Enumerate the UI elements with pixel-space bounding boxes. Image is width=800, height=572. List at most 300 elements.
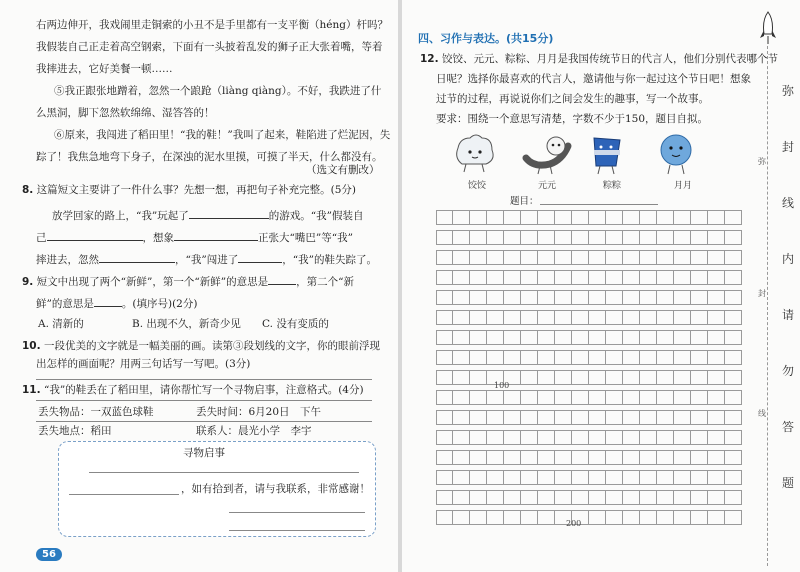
notice-date-line[interactable] (229, 530, 365, 531)
grid-cell[interactable] (708, 430, 725, 445)
grid-cell[interactable] (555, 230, 572, 245)
grid-cell[interactable] (572, 350, 589, 365)
grid-cell[interactable] (470, 250, 487, 265)
grid-cell[interactable] (487, 270, 504, 285)
grid-cell[interactable] (555, 270, 572, 285)
grid-cell[interactable] (589, 390, 606, 405)
grid-cell[interactable] (657, 350, 674, 365)
grid-cell[interactable] (589, 370, 606, 385)
grid-cell[interactable] (538, 470, 555, 485)
grid-cell[interactable] (657, 250, 674, 265)
grid-cell[interactable] (504, 510, 521, 525)
grid-cell[interactable] (538, 270, 555, 285)
notice-answer-line[interactable] (89, 472, 359, 473)
grid-cell[interactable] (674, 470, 691, 485)
grid-cell[interactable] (436, 290, 453, 305)
grid-cell[interactable] (640, 210, 657, 225)
grid-cell[interactable] (657, 510, 674, 525)
grid-cell[interactable] (674, 250, 691, 265)
grid-cell[interactable] (640, 430, 657, 445)
grid-cell[interactable] (487, 490, 504, 505)
answer-blank[interactable] (94, 295, 122, 307)
grid-cell[interactable] (725, 370, 742, 385)
grid-cell[interactable] (504, 270, 521, 285)
grid-cell[interactable] (725, 310, 742, 325)
grid-cell[interactable] (640, 370, 657, 385)
grid-cell[interactable] (521, 450, 538, 465)
grid-cell[interactable] (623, 270, 640, 285)
grid-cell[interactable] (572, 270, 589, 285)
grid-cell[interactable] (606, 370, 623, 385)
grid-cell[interactable] (589, 410, 606, 425)
grid-cell[interactable] (487, 470, 504, 485)
grid-cell[interactable] (708, 250, 725, 265)
answer-blank[interactable] (47, 229, 143, 241)
grid-cell[interactable] (674, 410, 691, 425)
grid-cell[interactable] (623, 510, 640, 525)
grid-cell[interactable] (470, 290, 487, 305)
grid-cell[interactable] (453, 310, 470, 325)
grid-cell[interactable] (708, 230, 725, 245)
grid-cell[interactable] (572, 230, 589, 245)
grid-cell[interactable] (436, 430, 453, 445)
grid-cell[interactable] (589, 270, 606, 285)
grid-cell[interactable] (538, 330, 555, 345)
grid-cell[interactable] (470, 390, 487, 405)
grid-cell[interactable] (470, 350, 487, 365)
grid-cell[interactable] (470, 490, 487, 505)
grid-cell[interactable] (623, 350, 640, 365)
grid-cell[interactable] (538, 510, 555, 525)
grid-cell[interactable] (572, 290, 589, 305)
grid-cell[interactable] (436, 510, 453, 525)
grid-cell[interactable] (623, 290, 640, 305)
grid-cell[interactable] (470, 470, 487, 485)
grid-cell[interactable] (504, 450, 521, 465)
grid-cell[interactable] (691, 350, 708, 365)
grid-cell[interactable] (606, 250, 623, 265)
grid-cell[interactable] (521, 410, 538, 425)
grid-cell[interactable] (555, 350, 572, 365)
grid-cell[interactable] (436, 250, 453, 265)
grid-cell[interactable] (725, 330, 742, 345)
grid-cell[interactable] (725, 470, 742, 485)
grid-cell[interactable] (572, 470, 589, 485)
grid-cell[interactable] (453, 430, 470, 445)
grid-cell[interactable] (504, 250, 521, 265)
grid-cell[interactable] (725, 510, 742, 525)
grid-cell[interactable] (453, 490, 470, 505)
grid-cell[interactable] (640, 410, 657, 425)
grid-cell[interactable] (640, 310, 657, 325)
grid-cell[interactable] (453, 450, 470, 465)
grid-cell[interactable] (657, 470, 674, 485)
grid-cell[interactable] (487, 250, 504, 265)
grid-cell[interactable] (691, 390, 708, 405)
grid-cell[interactable] (623, 430, 640, 445)
grid-cell[interactable] (453, 410, 470, 425)
grid-cell[interactable] (691, 290, 708, 305)
grid-cell[interactable] (453, 470, 470, 485)
grid-cell[interactable] (725, 430, 742, 445)
grid-cell[interactable] (691, 510, 708, 525)
grid-cell[interactable] (708, 210, 725, 225)
grid-cell[interactable] (487, 290, 504, 305)
grid-cell[interactable] (487, 510, 504, 525)
grid-cell[interactable] (572, 390, 589, 405)
grid-cell[interactable] (640, 450, 657, 465)
grid-cell[interactable] (725, 450, 742, 465)
grid-cell[interactable] (623, 370, 640, 385)
grid-cell[interactable] (606, 210, 623, 225)
grid-cell[interactable] (538, 450, 555, 465)
grid-cell[interactable] (521, 370, 538, 385)
grid-cell[interactable] (572, 410, 589, 425)
grid-cell[interactable] (436, 390, 453, 405)
grid-cell[interactable] (606, 290, 623, 305)
grid-cell[interactable] (436, 490, 453, 505)
grid-cell[interactable] (725, 410, 742, 425)
grid-cell[interactable] (691, 310, 708, 325)
grid-cell[interactable] (538, 490, 555, 505)
grid-cell[interactable] (725, 270, 742, 285)
grid-cell[interactable] (640, 490, 657, 505)
writing-grid[interactable] (436, 210, 742, 529)
grid-cell[interactable] (674, 230, 691, 245)
grid-cell[interactable] (657, 290, 674, 305)
grid-cell[interactable] (725, 250, 742, 265)
grid-cell[interactable] (521, 210, 538, 225)
grid-cell[interactable] (521, 470, 538, 485)
grid-cell[interactable] (521, 250, 538, 265)
grid-cell[interactable] (589, 450, 606, 465)
grid-cell[interactable] (436, 470, 453, 485)
grid-cell[interactable] (691, 270, 708, 285)
notice-signature-line[interactable] (229, 512, 365, 513)
grid-cell[interactable] (657, 330, 674, 345)
answer-line[interactable] (36, 379, 372, 380)
grid-cell[interactable] (521, 310, 538, 325)
grid-cell[interactable] (708, 490, 725, 505)
grid-cell[interactable] (708, 350, 725, 365)
grid-cell[interactable] (708, 510, 725, 525)
grid-cell[interactable] (487, 390, 504, 405)
grid-cell[interactable] (640, 470, 657, 485)
grid-cell[interactable] (504, 350, 521, 365)
grid-cell[interactable] (691, 490, 708, 505)
grid-cell[interactable] (606, 350, 623, 365)
grid-cell[interactable] (657, 450, 674, 465)
grid-cell[interactable] (725, 390, 742, 405)
grid-cell[interactable] (453, 330, 470, 345)
grid-cell[interactable] (674, 430, 691, 445)
grid-cell[interactable] (487, 330, 504, 345)
grid-cell[interactable] (555, 410, 572, 425)
grid-cell[interactable] (572, 310, 589, 325)
grid-cell[interactable] (538, 310, 555, 325)
grid-cell[interactable] (674, 450, 691, 465)
grid-cell[interactable] (572, 330, 589, 345)
grid-cell[interactable] (674, 390, 691, 405)
grid-cell[interactable] (674, 330, 691, 345)
grid-cell[interactable] (674, 270, 691, 285)
grid-cell[interactable] (436, 230, 453, 245)
grid-cell[interactable] (623, 230, 640, 245)
grid-cell[interactable] (521, 510, 538, 525)
grid-cell[interactable] (521, 390, 538, 405)
grid-cell[interactable] (606, 330, 623, 345)
grid-cell[interactable] (657, 370, 674, 385)
grid-cell[interactable] (487, 410, 504, 425)
grid-cell[interactable] (725, 350, 742, 365)
grid-cell[interactable] (470, 230, 487, 245)
grid-cell[interactable] (589, 430, 606, 445)
grid-cell[interactable] (555, 450, 572, 465)
grid-cell[interactable] (470, 370, 487, 385)
grid-cell[interactable] (470, 310, 487, 325)
grid-cell[interactable] (436, 410, 453, 425)
grid-cell[interactable] (589, 510, 606, 525)
grid-cell[interactable] (487, 430, 504, 445)
grid-cell[interactable] (640, 350, 657, 365)
grid-cell[interactable] (657, 310, 674, 325)
grid-cell[interactable] (674, 290, 691, 305)
grid-cell[interactable] (640, 510, 657, 525)
grid-cell[interactable] (640, 290, 657, 305)
grid-cell[interactable] (725, 210, 742, 225)
grid-cell[interactable] (572, 450, 589, 465)
grid-cell[interactable] (538, 210, 555, 225)
grid-cell[interactable] (640, 230, 657, 245)
grid-cell[interactable] (487, 230, 504, 245)
grid-cell[interactable] (674, 310, 691, 325)
answer-line[interactable] (36, 421, 372, 422)
grid-cell[interactable] (555, 310, 572, 325)
grid-cell[interactable] (453, 290, 470, 305)
notice-answer-line[interactable] (69, 494, 179, 495)
grid-cell[interactable] (572, 250, 589, 265)
grid-cell[interactable] (470, 450, 487, 465)
grid-cell[interactable] (470, 270, 487, 285)
grid-cell[interactable] (487, 210, 504, 225)
grid-cell[interactable] (589, 230, 606, 245)
grid-cell[interactable] (504, 290, 521, 305)
grid-cell[interactable] (521, 430, 538, 445)
grid-cell[interactable] (436, 370, 453, 385)
grid-cell[interactable] (453, 270, 470, 285)
grid-cell[interactable] (708, 290, 725, 305)
grid-cell[interactable] (436, 270, 453, 285)
grid-cell[interactable] (504, 470, 521, 485)
grid-cell[interactable] (555, 370, 572, 385)
grid-cell[interactable] (453, 390, 470, 405)
grid-cell[interactable] (487, 310, 504, 325)
grid-cell[interactable] (606, 470, 623, 485)
grid-cell[interactable] (657, 270, 674, 285)
grid-cell[interactable] (674, 210, 691, 225)
grid-cell[interactable] (487, 450, 504, 465)
grid-cell[interactable] (589, 210, 606, 225)
grid-cell[interactable] (504, 330, 521, 345)
grid-cell[interactable] (623, 210, 640, 225)
grid-cell[interactable] (606, 450, 623, 465)
grid-cell[interactable] (555, 330, 572, 345)
grid-cell[interactable] (606, 410, 623, 425)
grid-cell[interactable] (538, 430, 555, 445)
grid-cell[interactable] (623, 470, 640, 485)
grid-cell[interactable] (606, 270, 623, 285)
grid-cell[interactable] (691, 370, 708, 385)
grid-cell[interactable] (691, 230, 708, 245)
grid-cell[interactable] (674, 510, 691, 525)
grid-cell[interactable] (623, 490, 640, 505)
grid-cell[interactable] (453, 350, 470, 365)
grid-cell[interactable] (606, 310, 623, 325)
grid-cell[interactable] (538, 370, 555, 385)
grid-cell[interactable] (657, 390, 674, 405)
grid-cell[interactable] (521, 230, 538, 245)
grid-cell[interactable] (555, 430, 572, 445)
grid-cell[interactable] (589, 310, 606, 325)
grid-cell[interactable] (725, 230, 742, 245)
grid-cell[interactable] (538, 390, 555, 405)
answer-blank[interactable] (189, 207, 269, 219)
grid-cell[interactable] (589, 470, 606, 485)
grid-cell[interactable] (657, 210, 674, 225)
grid-cell[interactable] (623, 450, 640, 465)
grid-cell[interactable] (487, 350, 504, 365)
grid-cell[interactable] (470, 330, 487, 345)
grid-cell[interactable] (504, 490, 521, 505)
grid-cell[interactable] (470, 510, 487, 525)
grid-cell[interactable] (589, 330, 606, 345)
grid-cell[interactable] (555, 250, 572, 265)
grid-cell[interactable] (572, 210, 589, 225)
grid-cell[interactable] (708, 450, 725, 465)
grid-cell[interactable] (657, 490, 674, 505)
grid-cell[interactable] (623, 310, 640, 325)
grid-cell[interactable] (555, 290, 572, 305)
grid-cell[interactable] (453, 510, 470, 525)
grid-cell[interactable] (538, 410, 555, 425)
grid-cell[interactable] (640, 390, 657, 405)
grid-cell[interactable] (504, 390, 521, 405)
grid-cell[interactable] (453, 230, 470, 245)
grid-cell[interactable] (708, 390, 725, 405)
answer-line[interactable] (36, 400, 372, 401)
grid-cell[interactable] (504, 410, 521, 425)
grid-cell[interactable] (657, 410, 674, 425)
grid-cell[interactable] (691, 250, 708, 265)
grid-cell[interactable] (572, 430, 589, 445)
grid-cell[interactable] (555, 490, 572, 505)
grid-cell[interactable] (623, 410, 640, 425)
grid-cell[interactable] (436, 330, 453, 345)
grid-cell[interactable] (521, 490, 538, 505)
grid-cell[interactable] (538, 230, 555, 245)
grid-cell[interactable] (521, 350, 538, 365)
grid-cell[interactable] (453, 210, 470, 225)
grid-cell[interactable] (708, 330, 725, 345)
grid-cell[interactable] (589, 290, 606, 305)
grid-cell[interactable] (504, 210, 521, 225)
grid-cell[interactable] (589, 350, 606, 365)
grid-cell[interactable] (691, 330, 708, 345)
essay-title-input[interactable] (540, 204, 658, 205)
grid-cell[interactable] (606, 390, 623, 405)
grid-cell[interactable] (708, 310, 725, 325)
grid-cell[interactable] (538, 290, 555, 305)
grid-cell[interactable] (691, 210, 708, 225)
grid-cell[interactable] (623, 390, 640, 405)
grid-cell[interactable] (674, 370, 691, 385)
grid-cell[interactable] (572, 370, 589, 385)
grid-cell[interactable] (521, 290, 538, 305)
grid-cell[interactable] (606, 510, 623, 525)
answer-blank[interactable] (238, 251, 282, 263)
grid-cell[interactable] (725, 290, 742, 305)
grid-cell[interactable] (453, 250, 470, 265)
grid-cell[interactable] (691, 410, 708, 425)
grid-cell[interactable] (453, 370, 470, 385)
grid-cell[interactable] (470, 430, 487, 445)
grid-cell[interactable] (589, 490, 606, 505)
grid-cell[interactable] (640, 330, 657, 345)
answer-blank[interactable] (268, 273, 296, 285)
grid-cell[interactable] (555, 210, 572, 225)
grid-cell[interactable] (555, 390, 572, 405)
grid-cell[interactable] (674, 350, 691, 365)
grid-cell[interactable] (555, 470, 572, 485)
grid-cell[interactable] (606, 490, 623, 505)
grid-cell[interactable] (708, 270, 725, 285)
grid-cell[interactable] (589, 250, 606, 265)
grid-cell[interactable] (725, 490, 742, 505)
grid-cell[interactable] (708, 370, 725, 385)
grid-cell[interactable] (623, 250, 640, 265)
grid-cell[interactable] (436, 450, 453, 465)
grid-cell[interactable] (436, 350, 453, 365)
answer-blank[interactable] (174, 229, 258, 241)
grid-cell[interactable] (674, 490, 691, 505)
grid-cell[interactable] (504, 230, 521, 245)
grid-cell[interactable] (640, 250, 657, 265)
grid-cell[interactable] (708, 410, 725, 425)
grid-cell[interactable] (691, 470, 708, 485)
grid-cell[interactable] (657, 430, 674, 445)
grid-cell[interactable] (606, 430, 623, 445)
grid-cell[interactable] (708, 470, 725, 485)
answer-blank[interactable] (99, 251, 175, 263)
grid-cell[interactable] (521, 270, 538, 285)
grid-cell[interactable] (538, 350, 555, 365)
grid-cell[interactable] (623, 330, 640, 345)
grid-cell[interactable] (691, 450, 708, 465)
grid-cell[interactable] (657, 230, 674, 245)
grid-cell[interactable] (504, 430, 521, 445)
grid-cell[interactable] (538, 250, 555, 265)
grid-cell[interactable] (691, 430, 708, 445)
grid-cell[interactable] (606, 230, 623, 245)
grid-cell[interactable] (470, 410, 487, 425)
grid-cell[interactable] (521, 330, 538, 345)
grid-cell[interactable] (504, 310, 521, 325)
grid-cell[interactable] (436, 210, 453, 225)
grid-cell[interactable] (470, 210, 487, 225)
grid-cell[interactable] (640, 270, 657, 285)
grid-cell[interactable] (436, 310, 453, 325)
grid-cell[interactable] (572, 490, 589, 505)
